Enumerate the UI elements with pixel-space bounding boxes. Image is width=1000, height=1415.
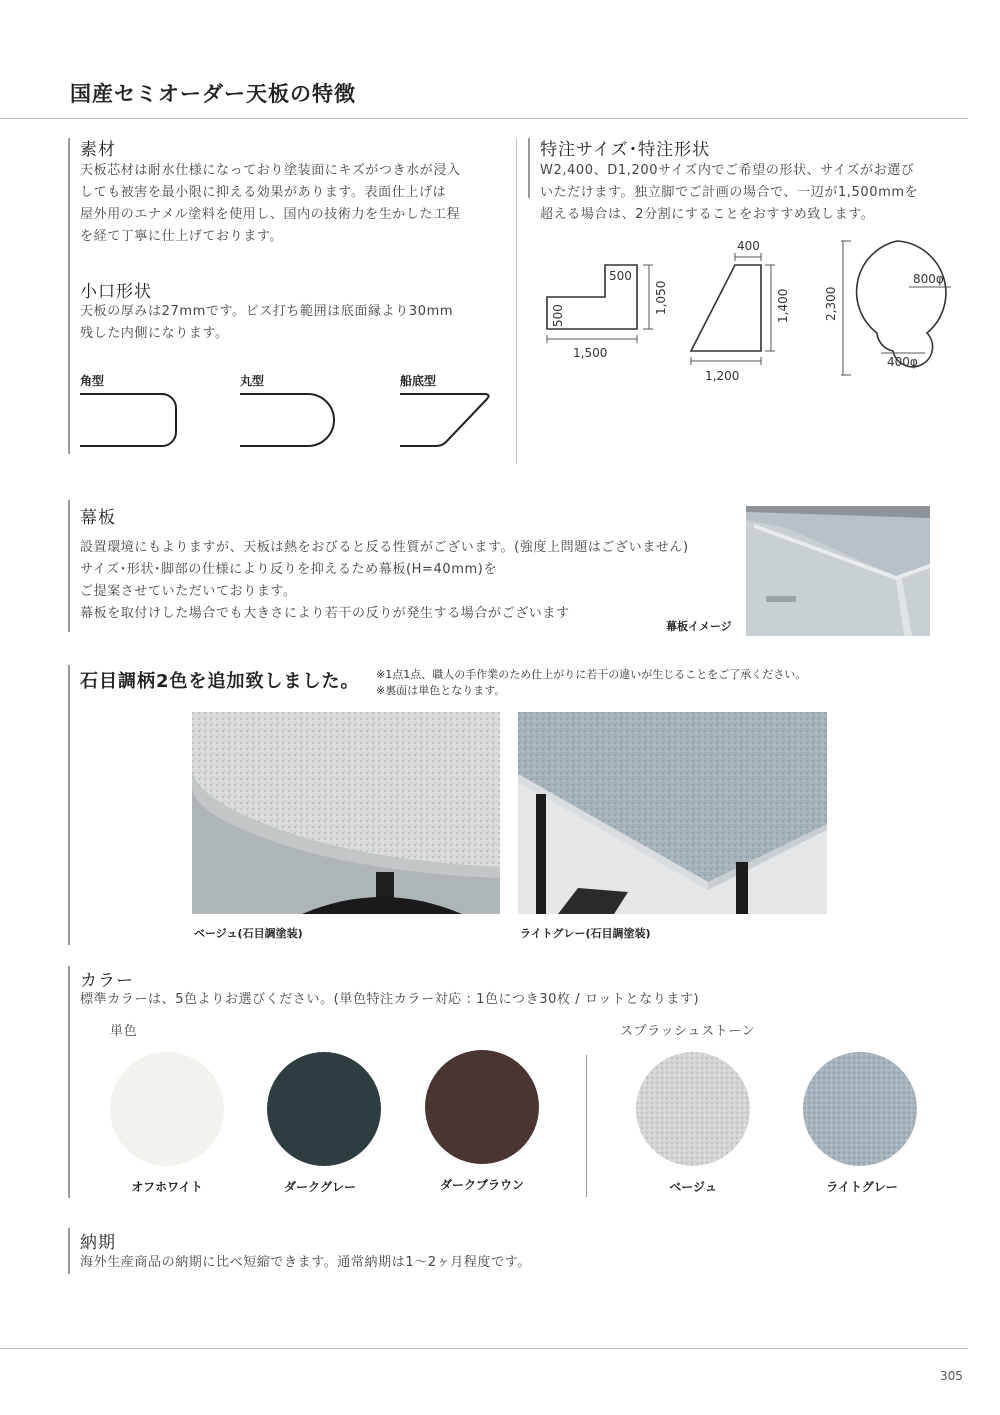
apron-line: 幕板を取付けした場合でも大きさにより若干の反りが発生する場合がございます	[80, 606, 570, 621]
swatch-beige	[636, 1052, 750, 1166]
apron-section-bar	[68, 500, 70, 632]
round-edge-icon	[240, 392, 340, 452]
solid-color-label: 単色	[110, 1024, 138, 1039]
t-height-label: 1,400	[776, 288, 790, 323]
title-divider	[0, 118, 968, 119]
l-width-label: 1,500	[573, 346, 608, 360]
edge-line: 残した内側になります。	[80, 326, 229, 341]
custom-shape-diagram	[535, 235, 965, 390]
page-title: 国産セミオーダー天板の特徴	[70, 82, 356, 106]
c-big-label: 800φ	[913, 272, 944, 286]
apron-text	[80, 537, 760, 625]
swatch-off-white	[110, 1052, 224, 1166]
swatch-divider	[586, 1055, 587, 1197]
custom-section-bar	[528, 138, 530, 198]
apron-line: サイズ･形状･脚部の仕様により反りを抑えるため幕板(H=40mm)を	[80, 562, 498, 577]
edge-label-round: 丸型	[240, 374, 265, 388]
splash-color-label: スプラッシュストーン	[620, 1024, 756, 1039]
keyhole-diagram	[824, 241, 951, 375]
material-line: 天板芯材は耐水仕様になっており塗装面にキズがつき水が浸入	[80, 163, 461, 178]
stone-heading: 石目調柄2色を追加致しました。	[80, 671, 360, 692]
square-edge-icon	[80, 392, 180, 452]
swatch-dark-gray	[267, 1052, 381, 1166]
apron-line: ご提案させていただいております。	[80, 584, 297, 599]
material-heading: 素材	[80, 140, 116, 160]
delivery-text: 海外生産商品の納期に比べ短縮できます。通常納期は1～2ヶ月程度です。	[80, 1255, 531, 1270]
edge-label-boat: 船底型	[400, 374, 437, 388]
stone-note: ※1点1点、職人の手作業のため仕上がりに若干の違いが生じることをご了承ください。	[376, 668, 807, 681]
swatch-light-gray	[803, 1052, 917, 1166]
stone-section-bar	[68, 665, 70, 945]
trapezoid-diagram	[691, 239, 790, 383]
apron-line: 設置環境にもよりますが、天板は熱をおびると反る性質がございます。(強度上問題はございません)	[80, 540, 689, 555]
c-small-label: 400φ	[887, 355, 918, 369]
swatch-name-off-white: オフホワイト	[131, 1180, 203, 1194]
edge-line: 天板の厚みは27mmです。ビス打ち範囲は底面縁より30mm	[80, 304, 454, 319]
apron-image	[746, 506, 930, 636]
t-top-label: 400	[737, 239, 760, 253]
lightgray-table-photo	[518, 712, 827, 914]
edge-text	[80, 301, 510, 345]
material-section-bar	[68, 138, 70, 454]
swatch-dark-brown	[425, 1050, 539, 1164]
material-text	[80, 160, 510, 248]
color-section-bar	[68, 966, 70, 1198]
custom-line: W2,400、D1,200サイズ内でご希望の形状、サイズがお選び	[540, 163, 915, 178]
lightgray-photo-caption: ライトグレー(石目調塗装)	[520, 927, 651, 940]
material-line: 屋外用のエナメル塗料を使用し、国内の技術力を生かした工程	[80, 207, 461, 222]
material-line: を経て丁寧に仕上げております。	[80, 229, 283, 244]
column-divider	[516, 138, 517, 464]
boat-edge-icon	[400, 392, 500, 452]
swatch-name-beige: ベージュ	[669, 1180, 717, 1194]
l-shape-diagram	[547, 265, 668, 360]
apron-image-caption: 幕板イメージ	[666, 620, 732, 633]
l-top-label: 500	[609, 269, 632, 283]
beige-photo-caption: ベージュ(石目調塗装)	[194, 927, 303, 940]
delivery-section-bar	[68, 1228, 70, 1274]
l-height-label: 1,050	[654, 280, 668, 315]
edge-heading: 小口形状	[80, 282, 152, 302]
l-left-label: 500	[551, 304, 565, 327]
swatch-name-dark-brown: ダークブラウン	[439, 1178, 524, 1192]
material-line: しても被害を最小限に抑える効果があります。表面仕上げは	[80, 185, 447, 200]
t-width-label: 1,200	[705, 369, 740, 383]
custom-text	[540, 160, 960, 226]
edge-label-square: 角型	[80, 374, 105, 388]
custom-heading: 特注サイズ･特注形状	[540, 140, 711, 160]
custom-line: 超える場合は、2分割にすることをおすすめ致します。	[540, 207, 875, 222]
apron-heading: 幕板	[80, 508, 116, 528]
page-number: 305	[940, 1369, 963, 1383]
delivery-heading: 納期	[80, 1233, 116, 1253]
swatch-name-dark-gray: ダークグレー	[283, 1180, 356, 1194]
color-text: 標準カラーは、5色よりお選びください。(単色特注カラー対応 : 1色につき30枚 / ロットとなります)	[80, 992, 700, 1007]
stone-note: ※裏面は単色となります。	[376, 684, 506, 697]
stone-notes	[376, 667, 976, 699]
custom-line: いただけます。独立脚でご計画の場合で、一辺が1,500mmを	[540, 185, 919, 200]
footer-divider	[0, 1348, 968, 1349]
swatch-name-light-gray: ライトグレー	[826, 1180, 898, 1194]
beige-table-photo	[192, 712, 500, 914]
c-height-label: 2,300	[824, 286, 838, 321]
color-heading: カラー	[80, 971, 134, 991]
